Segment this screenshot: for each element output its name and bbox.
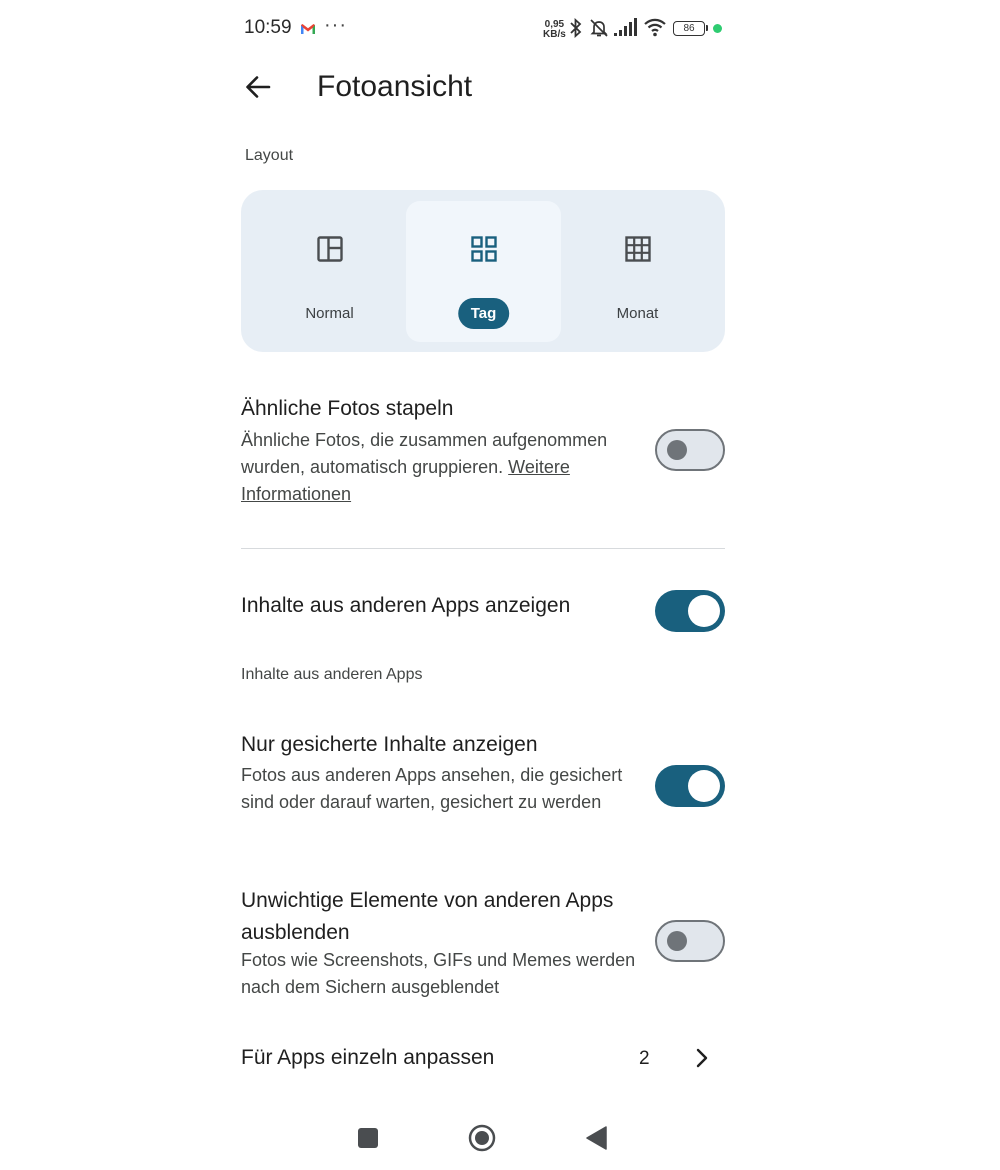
stack-similar-desc-text: Ähnliche Fotos, die zusammen aufgenommen wurden, automatisch gruppieren. [241, 430, 608, 477]
home-button[interactable] [468, 1124, 496, 1157]
toggle-knob [688, 595, 720, 627]
learn-more-link[interactable]: Weitere Informationen [241, 457, 570, 504]
battery-tip [706, 25, 708, 31]
speed-unit: KB/s [543, 29, 566, 40]
wifi-icon [643, 18, 667, 43]
page-title: Fotoansicht [317, 70, 473, 103]
triangle-back-icon [586, 1126, 608, 1150]
recent-apps-button[interactable] [357, 1127, 379, 1154]
toggle-knob [688, 770, 720, 802]
hide-unimportant-description: Fotos wie Screenshots, GIFs und Memes werden nach dem Sichern ausgeblendet [241, 950, 636, 997]
arrow-back-icon [245, 75, 271, 99]
show-other-apps-toggle[interactable] [655, 590, 725, 632]
hide-unimportant-title: Unwichtige Elemente von anderen Apps ausblenden [241, 889, 614, 944]
more-dots-icon: ··· [324, 14, 347, 36]
toggle-knob [667, 931, 687, 951]
hide-unimportant-toggle[interactable] [655, 920, 725, 962]
network-speed [543, 20, 566, 40]
layout-month-icon [624, 235, 652, 268]
stack-similar-title: Ähnliche Fotos stapeln [241, 397, 454, 420]
layout-option-label-selected: Tag [458, 298, 510, 329]
only-backed-up-title: Nur gesicherte Inhalte anzeigen [241, 733, 538, 756]
bell-off-icon [589, 18, 609, 43]
bluetooth-icon [569, 18, 583, 43]
per-app-title: Für Apps einzeln anpassen [241, 1046, 495, 1069]
stack-similar-toggle[interactable] [655, 429, 725, 471]
chevron-right-icon [695, 1048, 709, 1073]
only-backed-up-toggle[interactable] [655, 765, 725, 807]
layout-option-label: Monat [616, 305, 659, 322]
layout-option-day[interactable] [406, 201, 561, 342]
layout-section-label: Layout [245, 147, 294, 164]
show-other-apps-title: Inhalte aus anderen Apps anzeigen [241, 594, 571, 617]
speed-value: 0,95 [544, 19, 565, 30]
layout-option-normal[interactable] [252, 201, 407, 342]
layout-normal-icon [316, 235, 344, 268]
status-time: 10:59 [244, 17, 292, 38]
toggle-knob [667, 440, 687, 460]
signal-icon [614, 18, 638, 41]
square-icon [357, 1127, 379, 1149]
circle-icon [468, 1124, 496, 1152]
back-button[interactable] [238, 67, 278, 107]
layout-day-icon [470, 235, 498, 268]
gmail-icon [300, 22, 316, 40]
layout-option-month[interactable] [560, 201, 715, 342]
per-app-count: 2 [639, 1048, 650, 1069]
per-app-row[interactable] [241, 1035, 725, 1081]
other-apps-section-label: Inhalte aus anderen Apps [241, 666, 423, 683]
nav-back-button[interactable] [586, 1126, 608, 1155]
battery-icon: 86 [673, 21, 705, 36]
layout-option-label: Normal [305, 305, 354, 322]
privacy-indicator-dot [713, 24, 722, 33]
stack-similar-description [241, 427, 636, 508]
divider [241, 548, 725, 549]
only-backed-up-description: Fotos aus anderen Apps ansehen, die gesichert sind oder darauf warten, gesichert zu werden [241, 765, 623, 812]
